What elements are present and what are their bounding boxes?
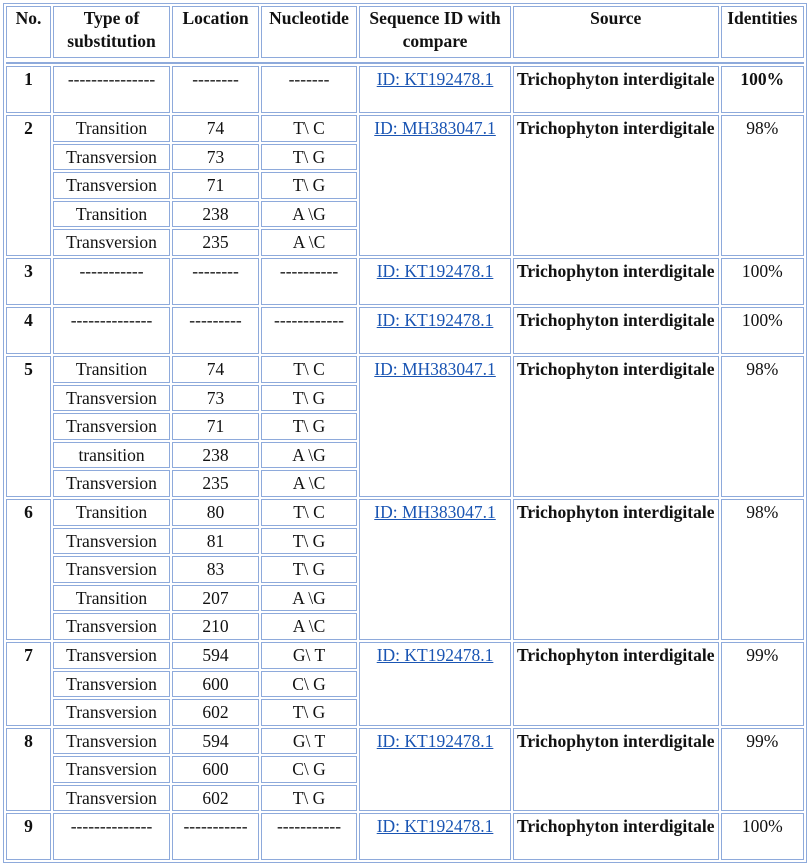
substitution-type: Transversion (53, 172, 170, 199)
source: Trichophyton interdigitale (513, 115, 719, 256)
sequence-id-cell (359, 499, 511, 640)
identity: 100% (721, 66, 805, 113)
substitution-type: Transversion (53, 470, 170, 497)
sequence-id-link[interactable]: ID: KT192478.1 (376, 260, 494, 281)
source: Trichophyton interdigitale (513, 813, 719, 860)
sequence-id-cell (359, 356, 511, 497)
nucleotide: T\ G (261, 528, 357, 555)
identity: 100% (721, 258, 805, 305)
sequence-id-link[interactable]: ID: KT192478.1 (376, 730, 494, 751)
table-row (6, 642, 804, 669)
source: Trichophyton interdigitale (513, 728, 719, 812)
sequence-id-link[interactable]: ID: KT192478.1 (376, 644, 494, 665)
substitution-type: Transversion (53, 671, 170, 698)
location: 600 (172, 671, 259, 698)
row-number: 6 (6, 499, 51, 640)
nucleotide: T\ C (261, 356, 357, 383)
table-row (6, 728, 804, 755)
substitution-type: Transition (53, 115, 170, 142)
nucleotide: T\ G (261, 413, 357, 440)
source: Trichophyton interdigitale (513, 499, 719, 640)
row-number: 9 (6, 813, 51, 860)
substitution-type: Transversion (53, 756, 170, 783)
row-number: 8 (6, 728, 51, 812)
row-number: 1 (6, 66, 51, 113)
row-number: 5 (6, 356, 51, 497)
location: 600 (172, 756, 259, 783)
sequence-id-link[interactable]: ID: MH383047.1 (374, 501, 496, 522)
location: ----------- (172, 813, 259, 860)
location: 71 (172, 172, 259, 199)
substitution-type: Transversion (53, 229, 170, 256)
substitution-type: Transition (53, 201, 170, 228)
sequence-id-link[interactable]: ID: KT192478.1 (376, 816, 494, 837)
nucleotide: T\ C (261, 499, 357, 526)
sequence-id-cell (359, 258, 511, 305)
nucleotide: G\ T (261, 642, 357, 669)
identity: 100% (721, 307, 805, 354)
location: 594 (172, 642, 259, 669)
identity: 98% (721, 115, 805, 256)
sequence-id-cell (359, 728, 511, 812)
table-row (6, 66, 804, 113)
location: 83 (172, 556, 259, 583)
location: 73 (172, 144, 259, 171)
location: 594 (172, 728, 259, 755)
substitution-type: Transversion (53, 642, 170, 669)
header-sequence-id: Sequence ID with compare (359, 6, 511, 58)
location: 207 (172, 585, 259, 612)
nucleotide: T\ G (261, 172, 357, 199)
nucleotide: A \C (261, 613, 357, 640)
substitution-type: -------------- (53, 307, 170, 354)
source: Trichophyton interdigitale (513, 642, 719, 726)
nucleotide: A \G (261, 201, 357, 228)
location: 602 (172, 699, 259, 726)
header-nucleotide: Nucleotide (261, 6, 357, 58)
substitution-type: Transition (53, 585, 170, 612)
location: 602 (172, 785, 259, 812)
location: 210 (172, 613, 259, 640)
substitution-type: transition (53, 442, 170, 469)
identity: 98% (721, 356, 805, 497)
table-row (6, 258, 804, 305)
table-row (6, 813, 804, 860)
substitution-table (3, 3, 807, 863)
location: 238 (172, 442, 259, 469)
nucleotide: C\ G (261, 756, 357, 783)
source: Trichophyton interdigitale (513, 307, 719, 354)
nucleotide: ----------- (261, 813, 357, 860)
nucleotide: ---------- (261, 258, 357, 305)
header-type: Type of substitution (53, 6, 170, 58)
substitution-type: Transition (53, 356, 170, 383)
substitution-type: Transition (53, 499, 170, 526)
sequence-id-cell (359, 642, 511, 726)
row-number: 4 (6, 307, 51, 354)
table-body (6, 60, 804, 860)
substitution-type: Transversion (53, 528, 170, 555)
substitution-type: Transversion (53, 613, 170, 640)
nucleotide: T\ C (261, 115, 357, 142)
location: 81 (172, 528, 259, 555)
sequence-id-link[interactable]: ID: KT192478.1 (376, 69, 494, 89)
substitution-type: Transversion (53, 699, 170, 726)
sequence-id-cell (359, 813, 511, 860)
nucleotide: A \G (261, 442, 357, 469)
substitution-type: --------------- (53, 66, 170, 113)
location: 238 (172, 201, 259, 228)
substitution-type: Transversion (53, 413, 170, 440)
nucleotide: A \C (261, 229, 357, 256)
table-row (6, 307, 804, 354)
identity: 98% (721, 499, 805, 640)
location: 74 (172, 115, 259, 142)
row-number: 3 (6, 258, 51, 305)
sequence-id-cell (359, 66, 511, 113)
header-location: Location (172, 6, 259, 58)
sequence-id-link[interactable]: ID: MH383047.1 (374, 358, 496, 379)
header-separator (6, 60, 804, 64)
table-row (6, 356, 804, 383)
identity: 100% (721, 813, 805, 860)
source: Trichophyton interdigitale (513, 258, 719, 305)
location: 235 (172, 229, 259, 256)
substitution-type: ----------- (53, 258, 170, 305)
separator-line (6, 60, 804, 64)
substitution-type: Transversion (53, 385, 170, 412)
nucleotide: T\ G (261, 699, 357, 726)
location: 74 (172, 356, 259, 383)
sequence-id-cell (359, 115, 511, 256)
location: 80 (172, 499, 259, 526)
sequence-id-cell (359, 307, 511, 354)
substitution-type: Transversion (53, 144, 170, 171)
table-row (6, 115, 804, 142)
nucleotide: T\ G (261, 385, 357, 412)
location: -------- (172, 66, 259, 113)
source: Trichophyton interdigitale (513, 66, 719, 113)
nucleotide: C\ G (261, 671, 357, 698)
sequence-id-link[interactable]: ID: MH383047.1 (374, 118, 496, 138)
identity: 99% (721, 642, 805, 726)
header-identities: Identities (721, 6, 805, 58)
nucleotide: G\ T (261, 728, 357, 755)
substitution-type: -------------- (53, 813, 170, 860)
table-row (6, 499, 804, 526)
nucleotide: T\ G (261, 144, 357, 171)
nucleotide: A \C (261, 470, 357, 497)
substitution-type: Transversion (53, 785, 170, 812)
source: Trichophyton interdigitale (513, 356, 719, 497)
nucleotide: ------------ (261, 307, 357, 354)
row-number: 2 (6, 115, 51, 256)
row-number: 7 (6, 642, 51, 726)
header-no: No. (6, 6, 51, 58)
location: 235 (172, 470, 259, 497)
location: 71 (172, 413, 259, 440)
nucleotide: T\ G (261, 556, 357, 583)
identity: 99% (721, 728, 805, 812)
sequence-id-link[interactable]: ID: KT192478.1 (376, 309, 494, 330)
substitution-type: Transversion (53, 556, 170, 583)
location: --------- (172, 307, 259, 354)
nucleotide: T\ G (261, 785, 357, 812)
nucleotide: ------- (261, 66, 357, 113)
substitution-type: Transversion (53, 728, 170, 755)
location: 73 (172, 385, 259, 412)
nucleotide: A \G (261, 585, 357, 612)
header-row (6, 6, 804, 58)
header-source: Source (513, 6, 719, 58)
location: -------- (172, 258, 259, 305)
